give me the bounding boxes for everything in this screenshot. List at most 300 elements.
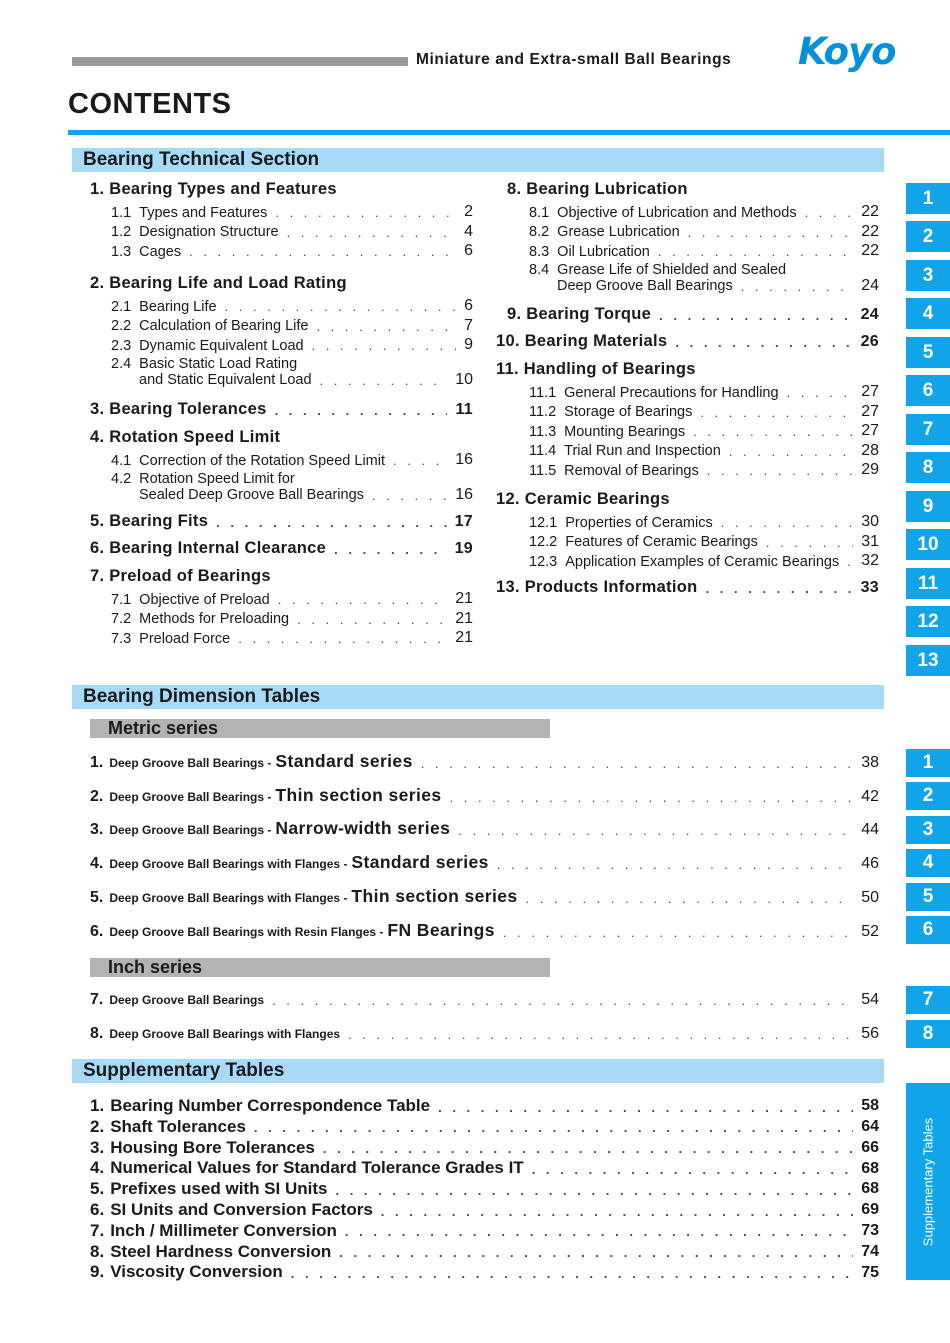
- item-number: 2.1: [111, 298, 132, 315]
- row-number: 4.: [90, 855, 104, 872]
- item-text: Application Examples of Ceramic Bearings: [565, 553, 840, 570]
- item-number: 11.5: [529, 462, 557, 479]
- page-number: 22: [861, 242, 879, 259]
- leader-dots: [312, 339, 456, 354]
- item-label: [111, 453, 385, 470]
- toc-chapter[interactable]: [90, 180, 473, 199]
- tab-dimension-6[interactable]: 6: [906, 916, 950, 944]
- row-number: 3.: [90, 1137, 105, 1157]
- leader-dots: [323, 1142, 853, 1157]
- toc-item[interactable]: [111, 203, 473, 221]
- leader-dots: [438, 1101, 853, 1116]
- tab-dimension-5[interactable]: 5: [906, 883, 950, 911]
- row-number: 8.: [90, 1241, 105, 1261]
- page-number: 73: [861, 1221, 879, 1239]
- page-number: 6: [464, 297, 473, 314]
- tab-technical-12[interactable]: 12: [906, 606, 950, 637]
- leader-dots: [700, 406, 853, 421]
- item-text: Basic Static Load Rating: [139, 355, 298, 372]
- item-number: 2.2: [111, 318, 132, 335]
- item-text-cont: Sealed Deep Groove Ball Bearings: [139, 487, 364, 504]
- table-name: Steel Hardness Conversion: [110, 1241, 332, 1261]
- chapter-title: 3. Bearing Tolerances: [90, 400, 267, 418]
- tab-technical-7[interactable]: 7: [906, 414, 950, 445]
- toc-item[interactable]: [529, 242, 879, 260]
- page-number: 50: [861, 889, 879, 906]
- supplementary-row[interactable]: [90, 1262, 879, 1282]
- tab-dimension-3[interactable]: 3: [906, 816, 950, 844]
- supplementary-label: [90, 1200, 373, 1220]
- series-name: Standard series: [275, 751, 413, 771]
- supplementary-row[interactable]: [90, 1200, 879, 1220]
- toc-item[interactable]: [529, 552, 879, 570]
- subsection-metric: Metric series: [90, 719, 550, 738]
- chapter-title: 6. Bearing Internal Clearance: [90, 539, 327, 557]
- page-number: 31: [861, 532, 879, 550]
- dimension-label: [90, 818, 450, 839]
- item-text: Methods for Preloading: [139, 611, 290, 628]
- leader-dots: [421, 757, 854, 772]
- leader-dots: [320, 374, 448, 389]
- item-number: 8.1: [529, 204, 550, 221]
- toc-item[interactable]: [529, 461, 879, 479]
- item-label: [529, 443, 721, 460]
- page-title: CONTENTS: [68, 88, 232, 120]
- page-number: 68: [861, 1159, 879, 1177]
- leader-dots: [297, 613, 447, 628]
- page-number: 16: [455, 485, 473, 503]
- item-text: Designation Structure: [139, 224, 279, 241]
- tab-dimension-1[interactable]: 1: [906, 749, 950, 777]
- tab-dimension-2[interactable]: 2: [906, 782, 950, 810]
- item-label: [529, 385, 779, 402]
- toc-item[interactable]: [111, 610, 473, 628]
- item-number: 1.3: [111, 243, 132, 260]
- page-number: 32: [861, 552, 879, 569]
- dimension-label: [90, 1025, 340, 1043]
- header-rule: [72, 57, 408, 66]
- toc-item[interactable]: [529, 533, 879, 551]
- page-number: 24: [860, 305, 879, 323]
- item-number: 1.1: [111, 204, 132, 221]
- series-name: Thin section series: [275, 785, 442, 805]
- toc-chapter[interactable]: [90, 567, 473, 586]
- series-type: Deep Groove Ball Bearings with Flanges: [109, 1027, 341, 1041]
- toc-item[interactable]: [111, 223, 473, 241]
- row-number: 9.: [90, 1262, 105, 1282]
- page-number: 17: [454, 512, 473, 530]
- tab-technical-3[interactable]: 3: [906, 260, 950, 291]
- dimension-row[interactable]: [90, 818, 879, 839]
- item-label: [529, 463, 699, 480]
- supplementary-label: [90, 1242, 331, 1262]
- item-text: Calculation of Bearing Life: [139, 318, 309, 335]
- leader-dots: [287, 226, 456, 241]
- dimension-row[interactable]: [90, 852, 879, 873]
- item-number: 12.3: [529, 553, 558, 570]
- page-number: 66: [861, 1138, 879, 1156]
- leader-dots: [339, 1246, 853, 1261]
- supplementary-label: [90, 1158, 524, 1178]
- item-label: [529, 534, 758, 551]
- page-number: 27: [861, 402, 879, 420]
- item-text: Grease Life of Shielded and Sealed: [557, 261, 787, 278]
- item-label: [529, 224, 680, 241]
- supplementary-label: [90, 1221, 337, 1241]
- leader-dots: [706, 582, 853, 597]
- item-text: Properties of Ceramics: [565, 514, 713, 531]
- series-type: Deep Groove Ball Bearings with Resin Flanges -: [109, 925, 384, 939]
- item-text: Preload Force: [139, 630, 231, 647]
- leader-dots: [741, 280, 853, 295]
- item-text: Objective of Preload: [139, 591, 270, 608]
- chapter-title: 4. Rotation Speed Limit: [90, 428, 281, 446]
- leader-dots: [675, 336, 852, 351]
- page-number: 68: [861, 1180, 879, 1198]
- item-label: [111, 299, 217, 316]
- toc-item[interactable]: [111, 242, 473, 260]
- chapter-title: 13. Products Information: [496, 578, 698, 596]
- section-technical: Bearing Technical Section: [72, 148, 884, 172]
- toc-item[interactable]: [111, 486, 473, 504]
- page-number: 64: [861, 1117, 879, 1135]
- tab-technical-6[interactable]: 6: [906, 375, 950, 406]
- table-name: Inch / Millimeter Conversion: [110, 1220, 337, 1240]
- catalog-title: Miniature and Extra-small Ball Bearings: [416, 51, 732, 68]
- leader-dots: [847, 555, 853, 570]
- tab-dimension-7[interactable]: 7: [906, 986, 950, 1014]
- page-number: 22: [861, 203, 879, 220]
- leader-dots: [348, 1028, 853, 1043]
- dimension-label: [90, 852, 489, 873]
- toc-item[interactable]: [111, 336, 473, 354]
- tab-technical-5[interactable]: 5: [906, 337, 950, 368]
- series-name: Thin section series: [351, 886, 518, 906]
- toc-item[interactable]: [529, 513, 879, 531]
- table-name: SI Units and Conversion Factors: [110, 1200, 373, 1219]
- supplementary-label: [90, 1117, 246, 1137]
- supplementary-row[interactable]: [90, 1242, 879, 1262]
- item-label: [111, 318, 308, 335]
- toc-item-line1: [529, 262, 786, 278]
- dimension-row[interactable]: [90, 751, 879, 772]
- toc-item[interactable]: [529, 203, 879, 221]
- item-number: 12.2: [529, 534, 558, 551]
- row-number: 7.: [90, 1220, 105, 1240]
- row-number: 3.: [90, 821, 104, 838]
- leader-dots: [766, 536, 853, 551]
- tab-dimension-8[interactable]: 8: [906, 1020, 950, 1048]
- supplementary-row[interactable]: [90, 1179, 879, 1199]
- item-text-cont: Deep Groove Ball Bearings: [557, 278, 733, 295]
- row-number: 7.: [90, 991, 104, 1008]
- series-name: Standard series: [351, 852, 489, 872]
- leader-dots: [291, 1267, 853, 1282]
- page-number: 52: [861, 923, 879, 940]
- item-text: Objective of Lubrication and Methods: [557, 204, 797, 221]
- item-number: 11.1: [529, 384, 557, 401]
- dimension-label: [90, 886, 518, 907]
- toc-chapter[interactable]: [90, 274, 473, 293]
- chapter-title: 5. Bearing Fits: [90, 512, 209, 530]
- supplementary-label: [90, 1138, 315, 1158]
- row-number: 6.: [90, 1200, 105, 1219]
- supplementary-row[interactable]: [90, 1117, 879, 1137]
- item-text: Correction of the Rotation Speed Limit: [139, 452, 385, 469]
- toc-item[interactable]: [529, 422, 879, 440]
- tab-technical-9[interactable]: 9: [906, 491, 950, 522]
- row-number: 1.: [90, 754, 104, 771]
- table-name: Numerical Values for Standard Tolerance Grades IT: [110, 1158, 524, 1178]
- page-number: 7: [464, 316, 473, 334]
- toc-chapter[interactable]: [90, 539, 473, 558]
- page-number: 21: [455, 609, 473, 627]
- toc-chapter[interactable]: [496, 360, 879, 379]
- item-text: Dynamic Equivalent Load: [139, 337, 304, 354]
- item-number: 2.3: [111, 337, 132, 354]
- item-number: 7.2: [111, 611, 132, 628]
- toc-item[interactable]: [111, 629, 473, 647]
- series-type: Deep Groove Ball Bearings -: [109, 790, 272, 804]
- item-label: [529, 554, 839, 571]
- toc-chapter[interactable]: [496, 490, 879, 509]
- dimension-row[interactable]: [90, 920, 879, 941]
- row-number: 4.: [90, 1158, 105, 1178]
- leader-dots: [393, 454, 447, 469]
- item-text: Mounting Bearings: [564, 423, 686, 440]
- tab-technical-13[interactable]: 13: [906, 645, 950, 676]
- title-underline: [68, 130, 950, 135]
- table-name: Viscosity Conversion: [110, 1262, 283, 1282]
- table-name: Shaft Tolerances: [110, 1116, 246, 1136]
- series-type: Deep Groove Ball Bearings with Flanges -: [109, 891, 348, 905]
- page-number: 75: [861, 1263, 879, 1281]
- dimension-row[interactable]: [90, 785, 879, 806]
- item-number: 11.2: [529, 404, 557, 421]
- dimension-label: [90, 751, 413, 772]
- page-number: 58: [861, 1097, 879, 1115]
- leader-dots: [278, 593, 447, 608]
- item-label: [111, 631, 230, 648]
- series-type: Deep Groove Ball Bearings: [109, 993, 265, 1007]
- leader-dots: [658, 245, 853, 260]
- leader-dots: [659, 309, 852, 324]
- item-label: [111, 205, 267, 222]
- leader-dots: [275, 206, 456, 221]
- leader-dots: [334, 543, 446, 558]
- item-text: Features of Ceramic Bearings: [565, 534, 758, 551]
- tab-supplementary[interactable]: [906, 1083, 950, 1280]
- series-type: Deep Groove Ball Bearings -: [109, 823, 272, 837]
- leader-dots: [316, 320, 456, 335]
- koyo-logo: Koyo: [798, 30, 896, 73]
- tab-technical-11[interactable]: 11: [906, 568, 950, 599]
- item-text-cont: and Static Equivalent Load: [139, 372, 312, 389]
- item-number: 8.2: [529, 224, 550, 241]
- supplementary-label: [90, 1096, 430, 1116]
- supplementary-row[interactable]: [90, 1096, 879, 1116]
- chapter-title: 10. Bearing Materials: [496, 332, 668, 350]
- toc-chapter[interactable]: [507, 305, 879, 324]
- leader-dots: [272, 994, 853, 1009]
- page-number: 22: [861, 222, 879, 240]
- supplementary-row[interactable]: [90, 1158, 879, 1178]
- item-text: Oil Lubrication: [557, 243, 650, 260]
- item-label: [111, 611, 289, 628]
- chapter-title: 2. Bearing Life and Load Rating: [90, 274, 347, 292]
- leader-dots: [335, 1184, 853, 1199]
- row-number: 1.: [90, 1096, 105, 1115]
- item-label: [529, 424, 685, 441]
- chapter-title: 9. Bearing Torque: [507, 305, 652, 323]
- table-name: Bearing Number Correspondence Table: [110, 1096, 431, 1115]
- leader-dots: [189, 245, 456, 260]
- dimension-row[interactable]: [90, 886, 879, 907]
- row-number: 6.: [90, 923, 104, 940]
- item-number: 8.3: [529, 243, 550, 260]
- leader-dots: [532, 1163, 854, 1178]
- toc-item[interactable]: [529, 223, 879, 241]
- item-number: 11.3: [529, 423, 557, 440]
- toc-chapter[interactable]: [496, 332, 879, 351]
- leader-dots: [729, 445, 853, 460]
- toc-item[interactable]: [529, 442, 879, 460]
- page-number: 10: [455, 370, 473, 388]
- item-text: General Precautions for Handling: [564, 384, 779, 401]
- series-type: Deep Groove Ball Bearings with Flanges -: [109, 857, 348, 871]
- item-label: [529, 515, 713, 532]
- leader-dots: [497, 858, 853, 873]
- toc-item[interactable]: [111, 451, 473, 469]
- tab-supplementary-label: Supplementary Tables: [920, 1117, 936, 1246]
- item-text: Trial Run and Inspection: [564, 443, 721, 460]
- toc-item-line1: [111, 356, 297, 372]
- page-number: 9: [464, 336, 473, 353]
- row-number: 5.: [90, 1179, 105, 1199]
- subsection-inch: Inch series: [90, 958, 550, 977]
- item-text: Cages: [139, 243, 182, 260]
- item-label: [111, 338, 304, 355]
- item-label: [111, 244, 181, 261]
- item-number: 7.3: [111, 630, 132, 647]
- toc-chapter[interactable]: [507, 180, 879, 199]
- item-text: Removal of Bearings: [564, 462, 699, 479]
- tab-technical-4[interactable]: 4: [906, 298, 950, 329]
- page-number: 16: [455, 451, 473, 468]
- leader-dots: [707, 464, 853, 479]
- leader-dots: [787, 386, 854, 401]
- page-number: 46: [861, 855, 879, 872]
- page-number: 30: [861, 513, 879, 530]
- tab-technical-2[interactable]: 2: [906, 221, 950, 252]
- dimension-label: [90, 785, 442, 806]
- series-name: FN Bearings: [387, 920, 495, 940]
- series-type: Deep Groove Ball Bearings -: [109, 756, 272, 770]
- leader-dots: [721, 516, 854, 531]
- tab-technical-1[interactable]: 1: [906, 183, 950, 214]
- page-number: 21: [455, 629, 473, 646]
- item-text: Bearing Life: [139, 298, 217, 315]
- tab-technical-8[interactable]: 8: [906, 452, 950, 483]
- chapter-title: 7. Preload of Bearings: [90, 567, 271, 585]
- leader-dots: [381, 1205, 853, 1220]
- chapter-title: 8. Bearing Lubrication: [507, 180, 688, 198]
- leader-dots: [275, 404, 448, 419]
- item-number: 4.2: [111, 470, 132, 487]
- row-number: 5.: [90, 889, 104, 906]
- item-text: Rotation Speed Limit for: [139, 470, 295, 487]
- row-number: 2.: [90, 788, 104, 805]
- toc-item[interactable]: [529, 383, 879, 401]
- toc-item[interactable]: [111, 590, 473, 608]
- item-number: 8.4: [529, 261, 550, 278]
- item-number: 2.4: [111, 355, 132, 372]
- leader-dots: [345, 1225, 853, 1240]
- page-number: 33: [860, 578, 879, 596]
- toc-chapter[interactable]: [90, 400, 473, 419]
- dimension-label: [90, 991, 264, 1009]
- supplementary-row[interactable]: [90, 1138, 879, 1158]
- page-number: 6: [464, 242, 473, 259]
- leader-dots: [526, 892, 854, 907]
- table-name: Housing Bore Tolerances: [110, 1137, 315, 1157]
- tab-dimension-4[interactable]: 4: [906, 849, 950, 877]
- series-name: Narrow-width series: [275, 818, 451, 838]
- item-number: 4.1: [111, 452, 132, 469]
- item-label: [529, 205, 797, 222]
- toc-chapter[interactable]: [90, 428, 473, 447]
- table-name: Prefixes used with SI Units: [110, 1179, 328, 1199]
- page-number: 24: [861, 276, 879, 294]
- section-dimension: Bearing Dimension Tables: [72, 685, 884, 709]
- toc-item[interactable]: [529, 403, 879, 421]
- page-number: 69: [861, 1201, 879, 1219]
- tab-technical-10[interactable]: 10: [906, 529, 950, 560]
- page-number: 27: [861, 383, 879, 400]
- toc-chapter[interactable]: [90, 512, 473, 531]
- toc-chapter[interactable]: [496, 578, 879, 597]
- item-text: Storage of Bearings: [564, 404, 693, 421]
- page-number: 2: [464, 203, 473, 220]
- row-number: 2.: [90, 1116, 105, 1136]
- chapter-title: 11. Handling of Bearings: [496, 360, 696, 378]
- page-number: 38: [861, 754, 879, 771]
- toc-item[interactable]: [111, 317, 473, 335]
- toc-item[interactable]: [111, 297, 473, 315]
- dimension-row[interactable]: [90, 1025, 879, 1043]
- item-text: Types and Features: [139, 204, 268, 221]
- page-number: 29: [861, 461, 879, 478]
- toc-item[interactable]: [111, 371, 473, 389]
- row-number: 8.: [90, 1025, 104, 1042]
- section-supplementary: Supplementary Tables: [72, 1059, 884, 1083]
- leader-dots: [372, 489, 447, 504]
- toc-item[interactable]: [529, 277, 879, 295]
- leader-dots: [450, 791, 854, 806]
- page-number: 54: [861, 991, 879, 1008]
- page-number: 11: [455, 400, 473, 418]
- page-number: 27: [861, 422, 879, 439]
- page-number: 74: [861, 1242, 879, 1260]
- page-number: 21: [455, 590, 473, 607]
- dimension-row[interactable]: [90, 991, 879, 1009]
- page-number: 44: [861, 821, 879, 838]
- supplementary-row[interactable]: [90, 1221, 879, 1241]
- supplementary-label: [90, 1262, 283, 1282]
- chapter-title: 12. Ceramic Bearings: [496, 490, 670, 508]
- item-label: [529, 244, 650, 261]
- leader-dots: [254, 1121, 853, 1136]
